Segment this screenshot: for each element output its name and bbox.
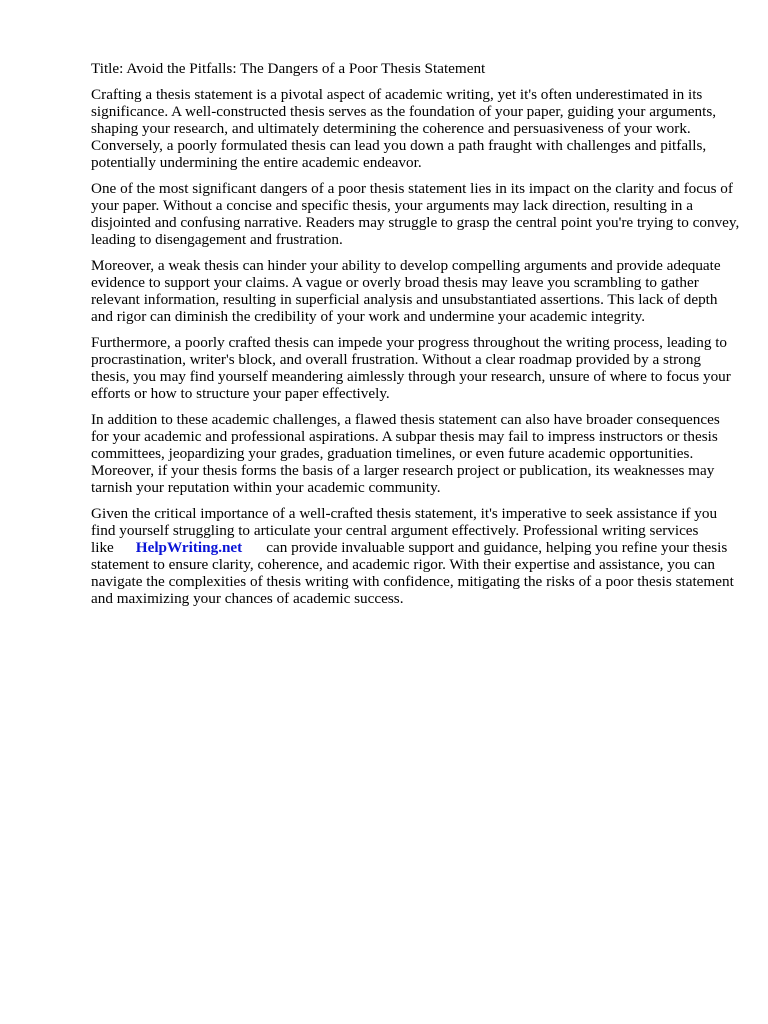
paragraph-3: Moreover, a weak thesis can hinder your ability to develop compelling arguments and provide adequate evidence to support your claims. A vague or overly broad thesis may leave you scrambling to gather relevant information, resulting in superficial analysis and unsubstantiated assertions. This lack of depth and rigor can diminish the credibility of your work and undermine your academic integrity. bbox=[91, 257, 721, 325]
paragraph-1: Crafting a thesis statement is a pivotal aspect of academic writing, yet it's often underestimated in its significance. A well-constructed thesis serves as the foundation of your paper, guiding your arguments, shaping your research, and ultimately determining the coherence and persuasiveness of your work. Conversely, a poorly formulated thesis can lead you down a path fraught with challenges and pitfalls, potentially undermining the entire academic endeavor. bbox=[91, 86, 717, 171]
paragraph-6-before-link: Given the critical importance of a well-crafted thesis statement, it's imperative to seek assistance if you find yourself struggling to articulate your central argument effectively. Professional writing services like bbox=[91, 505, 718, 556]
helpwriting-link[interactable]: HelpWriting.net bbox=[135, 539, 243, 556]
document-body bbox=[91, 60, 741, 616]
paragraph-5: In addition to these academic challenges, a flawed thesis statement can also have broader consequences for your academic and professional aspirations. A subpar thesis may fail to impress instructors or thesis committees, jeopardizing your grades, graduation timelines, or even future academic opportunities. Moreover, if your thesis forms the basis of a larger research project or publication, its weaknesses may tarnish your reputation within your academic community. bbox=[91, 411, 720, 496]
paragraph-4: Furthermore, a poorly crafted thesis can impede your progress throughout the writing process, leading to procrastination, writer's block, and overall frustration. Without a clear roadmap provided by a strong thesis, you may find yourself meandering aimlessly through your research, unsure of where to focus your efforts or how to structure your paper effectively. bbox=[91, 334, 731, 402]
paragraph-6 bbox=[91, 505, 741, 607]
paragraph-6-after-link: can provide invaluable support and guidance, helping you refine your thesis statement to ensure clarity, coherence, and academic rigor. With their expertise and assistance, you can navigate the complexities of thesis writing with confidence, mitigating the risks of a poor thesis statement and maximizing your chances of academic success. bbox=[91, 539, 734, 607]
document-title: Title: Avoid the Pitfalls: The Dangers of a Poor Thesis Statement bbox=[91, 60, 486, 77]
paragraph-2: One of the most significant dangers of a poor thesis statement lies in its impact on the clarity and focus of your paper. Without a concise and specific thesis, your arguments may lack direction, resulting in a disjointed and confusing narrative. Readers may struggle to grasp the central point you're trying to convey, leading to disengagement and frustration. bbox=[91, 180, 740, 248]
